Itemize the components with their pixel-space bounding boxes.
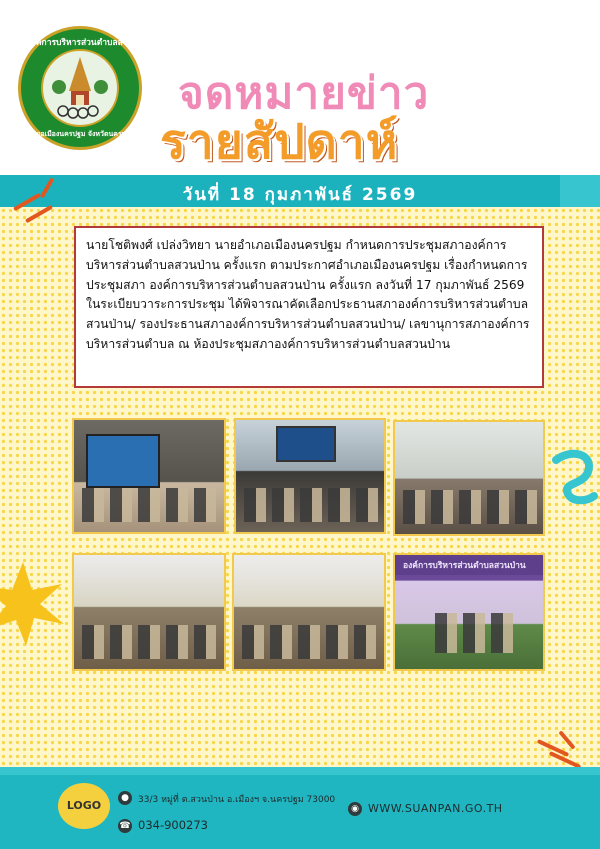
- footer-address: 33/3 หมู่ที่ ต.สวนป่าน อ.เมืองฯ จ.นครปฐม 73000: [138, 795, 336, 805]
- footer-logo: LOGO: [58, 783, 110, 829]
- building-banner: องค์การบริหารส่วนตำบลสวนป่าน: [395, 557, 545, 575]
- article-box: [74, 226, 544, 388]
- phone-icon: ☎: [119, 821, 131, 831]
- projector-screen: [86, 434, 160, 488]
- footer-phone: 034-900273: [138, 818, 208, 832]
- meeting-photo-4: [72, 553, 226, 671]
- newsletter-title: จดหมายข่าว: [178, 68, 430, 119]
- globe-icon: ◉: [348, 802, 362, 816]
- temple-emblem-icon: [43, 51, 117, 125]
- location-pin-icon: ●: [118, 791, 132, 805]
- projector-screen: [276, 426, 336, 462]
- issue-date: วันที่ 18 กุมภาพันธ์ 2569: [182, 185, 418, 205]
- swirl-decoration-icon: [548, 446, 600, 506]
- attendees: [435, 613, 515, 653]
- attendees: [82, 625, 222, 659]
- meeting-photo-5: [232, 553, 386, 671]
- meeting-photo-2: [234, 418, 386, 534]
- meeting-photo-1: [72, 418, 226, 534]
- meeting-photo-6: [393, 553, 545, 671]
- attendees: [242, 625, 382, 659]
- logo-top-text: องค์การบริหารส่วนตำบลสวน: [26, 38, 134, 48]
- organization-logo: [18, 26, 142, 150]
- logo-bottom-text: อำเภอเมืองนครปฐม จังหวัดนครปฐม: [25, 130, 135, 138]
- footer-band: [0, 767, 600, 775]
- logo-emblem: [41, 49, 119, 127]
- attendees: [244, 488, 384, 522]
- meeting-photo-3: [393, 420, 545, 536]
- article-body: นายโชติพงศ์ เปล่งวิทยา นายอำเภอเมืองนครปฐม กำหนดการประชุมสภาองค์การบริหารส่วนตำบลสวนป่าน ครั้งแรก ตามประกาศอำเภอเมืองนครปฐม เรื่องกำหนดการประชุมสภา องค์การบริหารส่วนตำบลสวนป่าน ครั้งแรก ลงวันที่ 17 กุมภาพันธ์ 2569 ในระเบียบวาระการประชุม ได้พิจารณาคัดเลือกประธานสภาองค์การบริหารส่วนตำบลสวนป่าน/ รองประธานสภาองค์การบริหารส่วนตำบลสวนป่าน/ เลขานุการสภาองค์การบริหารส่วนตำบล ณ ห้องประชุมสภาองค์การบริหารส่วนตำบลสวนป่าน: [86, 238, 530, 351]
- attendees: [82, 488, 222, 522]
- newsletter-subtitle: รายสัปดาห์: [160, 114, 399, 170]
- footer-website[interactable]: WWW.SUANPAN.GO.TH: [368, 802, 503, 815]
- star-burst-icon: [0, 560, 66, 646]
- attendees: [403, 490, 543, 524]
